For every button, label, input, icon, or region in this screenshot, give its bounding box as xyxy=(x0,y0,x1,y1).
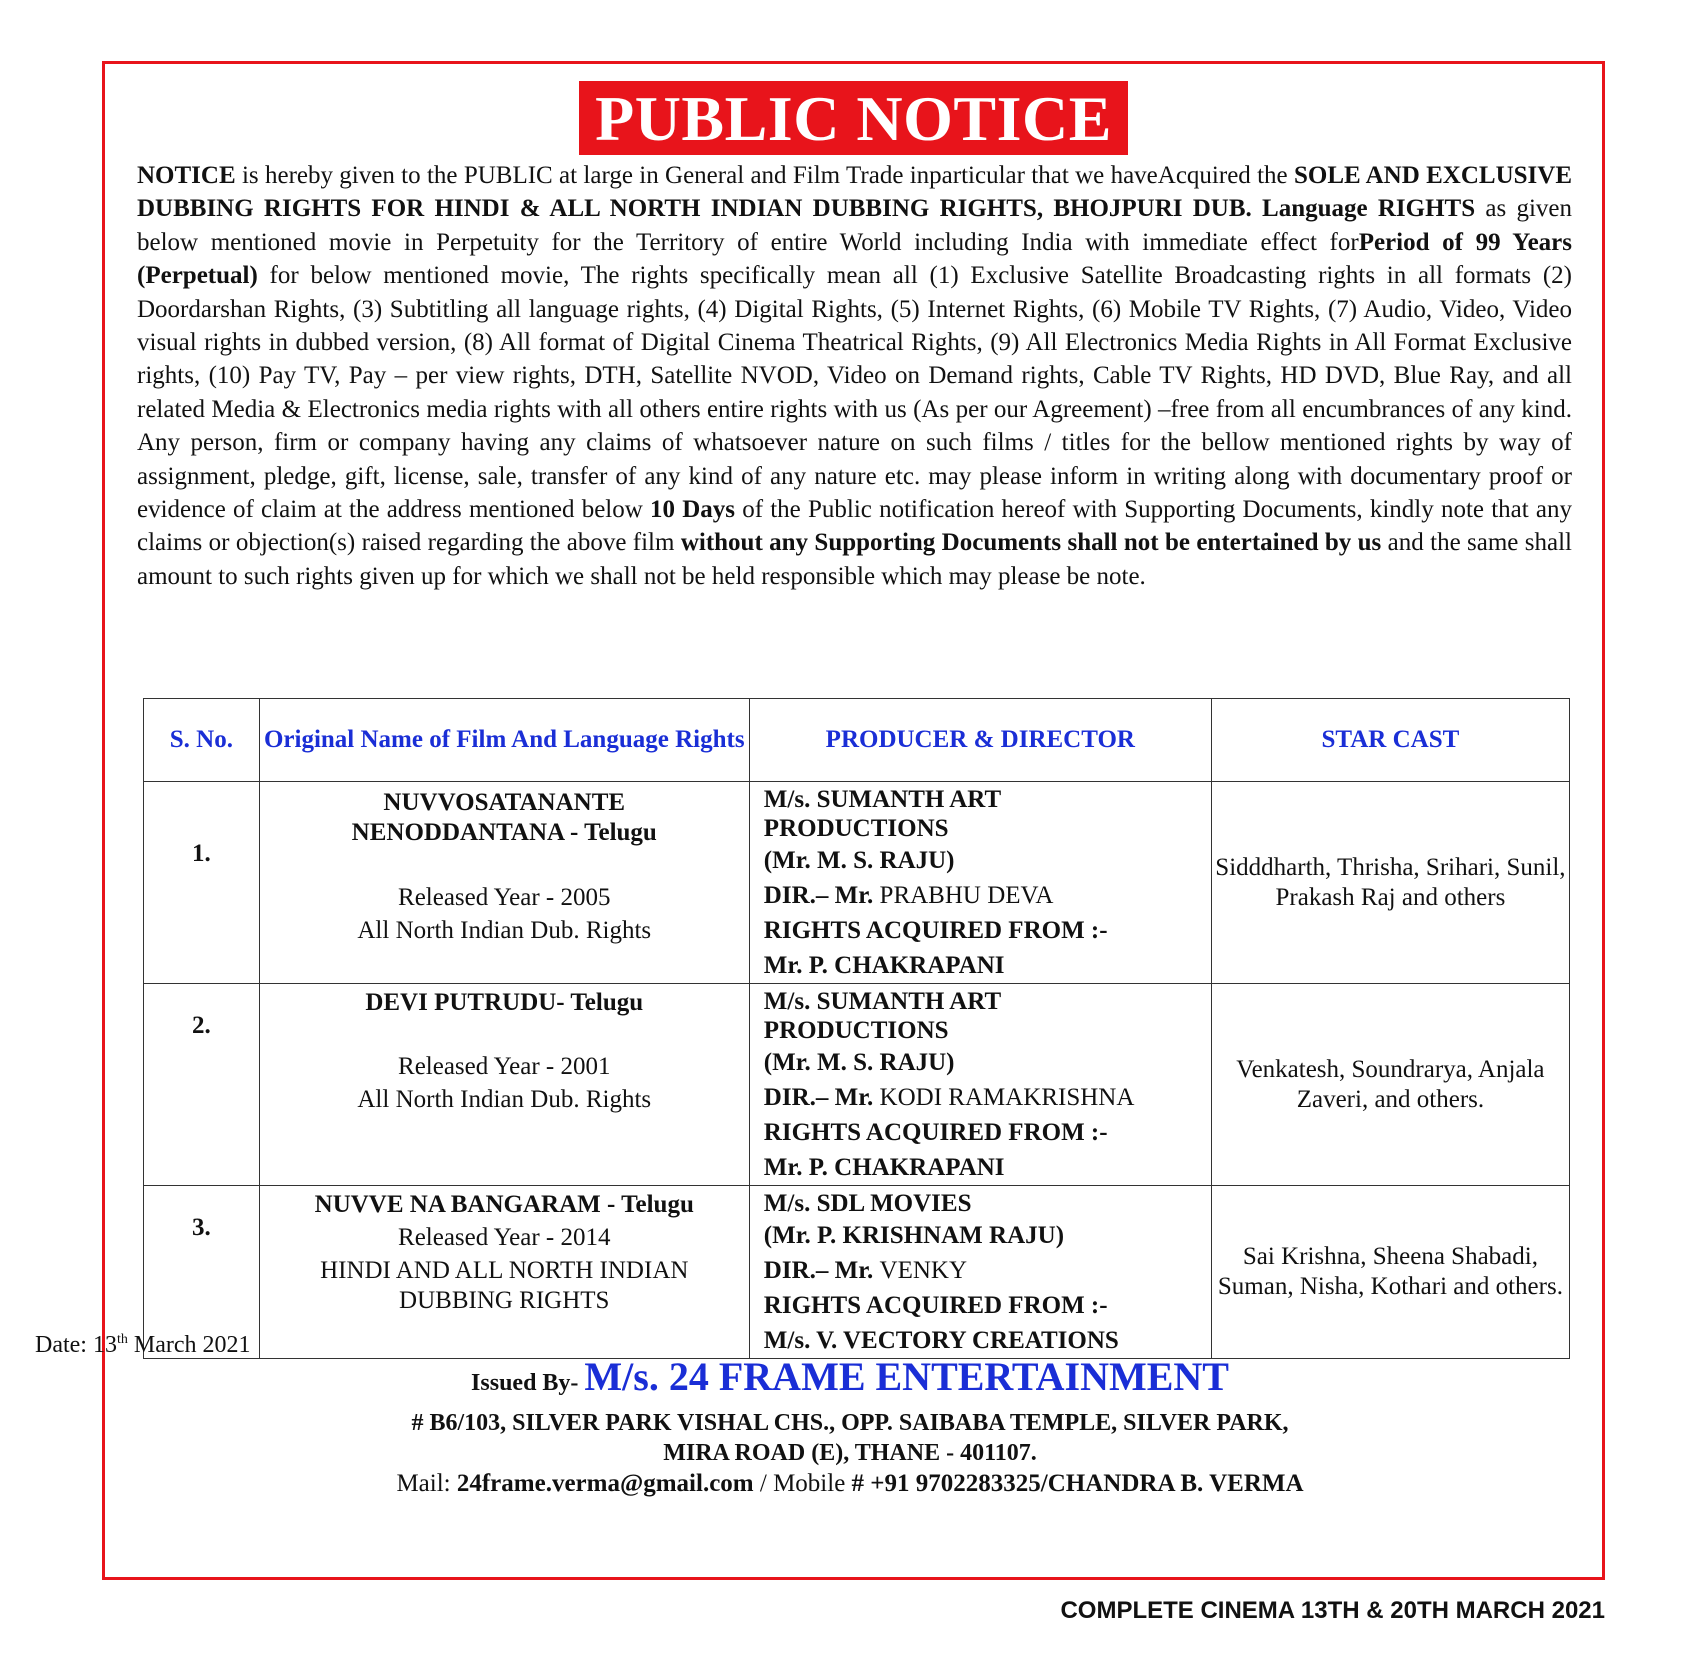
release-year: Released Year - 2014 xyxy=(398,1224,611,1251)
sno-text: 1. xyxy=(191,840,211,867)
producer-line3: (Mr. M. S. RAJU) xyxy=(763,1049,955,1076)
date-label: Date: 13 xyxy=(35,1332,117,1358)
director-name: PRABHU DEVA xyxy=(879,882,1054,909)
address xyxy=(0,1408,1700,1468)
rights-acquired-from: Mr. P. CHAKRAPANI xyxy=(763,1154,1005,1181)
table-header-row xyxy=(144,699,1570,782)
release-year: Released Year - 2005 xyxy=(398,884,611,911)
address-line2: MIRA ROAD (E), THANE - 401107. xyxy=(663,1440,1037,1466)
row-cast: Sai Krishna, Sheena Shabadi, Suman, Nisha, Kothari and others. xyxy=(1211,1186,1569,1359)
film-name-line1: NUVVE NA BANGARAM - Telugu xyxy=(314,1191,694,1218)
director-name: VENKY xyxy=(879,1257,968,1284)
producer-line1: M/s. SDL MOVIES xyxy=(763,1190,972,1217)
row-sno xyxy=(144,782,260,984)
notice-text-e: for below mentioned movie, The rights specifically mean all (1) Exclusive Satellite Broadcasting rights in all formats (2) Doordarshan Rights, (3) Subtitling all language rights, (4) Digital Rights, (5) Internet Rights, (6) Mobile TV Rights, (7) Audio, Video, Video visual rights in dubbed version, (8) All format of Digital Cinema Theatrical Rights, (9) All Electronics Media Rights in All Format Exclusive rights, (10) Pay TV, Pay – per view rights, DTH, Satellite NVOD, Video on Demand rights, Cable TV Rights, HD DVD, Blue Ray, and all related Media & Electronics media rights with all others entire rights with us (As per our Agreement) –free from all encumbrances of any kind. Any person, firm or company having any claims of whatsoever nature on such films / titles for the bellow mentioned rights by way of assignment, pledge, gift, license, sale, transfer of any kind of any nature etc. may please inform in writing along with documentary proof or evidence of claim at the address mentioned below xyxy=(137,262,1572,524)
release-year: Released Year - 2001 xyxy=(398,1053,611,1080)
producer-line2: PRODUCTIONS xyxy=(763,815,949,842)
producer-line1: M/s. SUMANTH ART xyxy=(763,786,1002,813)
rights-acquired-label: RIGHTS ACQUIRED FROM :- xyxy=(763,1292,1108,1319)
address-line1: # B6/103, SILVER PARK VISHAL CHS., OPP. SAIBABA TEMPLE, SILVER PARK, xyxy=(411,1410,1289,1436)
contact-line xyxy=(0,1470,1700,1498)
row-film xyxy=(259,1186,749,1359)
row-cast: Sidddharth, Thrisha, Srihari, Sunil, Prakash Raj and others xyxy=(1211,782,1569,984)
notice-days-bold: 10 Days xyxy=(650,496,735,524)
header-film: Original Name of Film And Language Rights xyxy=(259,699,749,782)
notice-text-c: as given below mentioned movie in Perpetuity for the Territory of entire World including India with immediate effect for xyxy=(137,195,1572,256)
director-label: DIR.– Mr. xyxy=(763,1084,880,1111)
dub-rights-line1: HINDI AND ALL NORTH INDIAN xyxy=(320,1257,689,1284)
director-name: KODI RAMAKRISHNA xyxy=(879,1084,1135,1111)
date-suffix: th xyxy=(116,1332,128,1347)
mail-label: Mail: xyxy=(396,1470,457,1497)
mobile-label: / Mobile xyxy=(753,1470,852,1497)
director-label: DIR.– Mr. xyxy=(763,1257,880,1284)
publication-credit: COMPLETE CINEMA 13TH & 20TH MARCH 2021 xyxy=(1060,1597,1605,1624)
notice-text-g: of the Public notification hereof with Supporting Documents, kindly note that any claims or objection(s) raised regarding the above film xyxy=(137,496,1572,557)
header-producer: PRODUCER & DIRECTOR xyxy=(749,699,1211,782)
notice-warning-bold: without any Supporting Documents shall not be entertained by us xyxy=(680,529,1382,557)
email-address: 24frame.verma@gmail.com xyxy=(456,1470,754,1497)
notice-lead: NOTICE xyxy=(137,162,236,189)
notice-text-a: is hereby given to the PUBLIC at large in General and Film Trade inparticular that we haveAcquired the xyxy=(235,162,1294,189)
director-line xyxy=(764,1253,1211,1288)
title-wrap xyxy=(105,81,1602,155)
dub-rights: All North Indian Dub. Rights xyxy=(357,1086,652,1113)
row-producer xyxy=(749,984,1211,1186)
films-table xyxy=(143,698,1570,1359)
film-name-line2: NENODDANTANA - Telugu xyxy=(351,819,657,846)
header-sno: S. No. xyxy=(144,699,260,782)
table-row xyxy=(144,782,1570,984)
mobile-number: # +91 9702283325/CHANDRA B. VERMA xyxy=(851,1470,1304,1497)
rights-acquired-from: Mr. P. CHAKRAPANI xyxy=(763,952,1005,979)
row-sno xyxy=(144,984,260,1186)
producer-line2: PRODUCTIONS xyxy=(763,1017,949,1044)
notice-period-bold: Period of 99 Years (Perpetual) xyxy=(137,228,1573,290)
page-title: PUBLIC NOTICE xyxy=(579,81,1128,155)
table-row xyxy=(144,1186,1570,1359)
sno-text: 3. xyxy=(191,1214,211,1241)
dub-rights-line2: DUBBING RIGHTS xyxy=(399,1287,610,1314)
row-film xyxy=(259,782,749,984)
rights-acquired-label: RIGHTS ACQUIRED FROM :- xyxy=(763,1119,1108,1146)
notice-text-i: and the same shall amount to such rights given up for which we shall not be held responsible which may please be note. xyxy=(137,529,1572,590)
director-line xyxy=(764,1080,1211,1115)
row-producer xyxy=(749,1186,1211,1359)
rights-acquired-label: RIGHTS ACQUIRED FROM :- xyxy=(763,917,1108,944)
sno-text: 2. xyxy=(191,1012,211,1039)
header-cast: STAR CAST xyxy=(1211,699,1569,782)
row-film xyxy=(259,984,749,1186)
producer-line1: M/s. SUMANTH ART xyxy=(763,988,1002,1015)
table-row xyxy=(144,984,1570,1186)
director-line xyxy=(764,878,1211,913)
notice-rights-bold: SOLE AND EXCLUSIVE DUBBING RIGHTS FOR HINDI & ALL NORTH INDIAN DUBBING RIGHTS, BHOJPURI DUB. Language RIGHTS xyxy=(137,162,1572,223)
issued-by xyxy=(0,1353,1700,1400)
dub-rights: All North Indian Dub. Rights xyxy=(357,917,652,944)
issued-label: Issued By- xyxy=(471,1370,585,1396)
date-month-year: March 2021 xyxy=(127,1332,251,1358)
rights-acquired-from: M/s. V. VECTORY CREATIONS xyxy=(763,1327,1119,1354)
row-cast: Venkatesh, Soundrarya, Anjala Zaveri, and others. xyxy=(1211,984,1569,1186)
company-name: M/s. 24 FRAME ENTERTAINMENT xyxy=(584,1354,1229,1399)
notice-paragraph xyxy=(137,159,1572,593)
producer-line3: (Mr. M. S. RAJU) xyxy=(763,847,955,874)
producer-line2: (Mr. P. KRISHNAM RAJU) xyxy=(763,1222,1065,1249)
film-name-line1: DEVI PUTRUDU- Telugu xyxy=(365,989,644,1016)
director-label: DIR.– Mr. xyxy=(763,882,880,909)
film-name-line1: NUVVOSATANANTE xyxy=(383,789,626,816)
row-producer xyxy=(749,782,1211,984)
